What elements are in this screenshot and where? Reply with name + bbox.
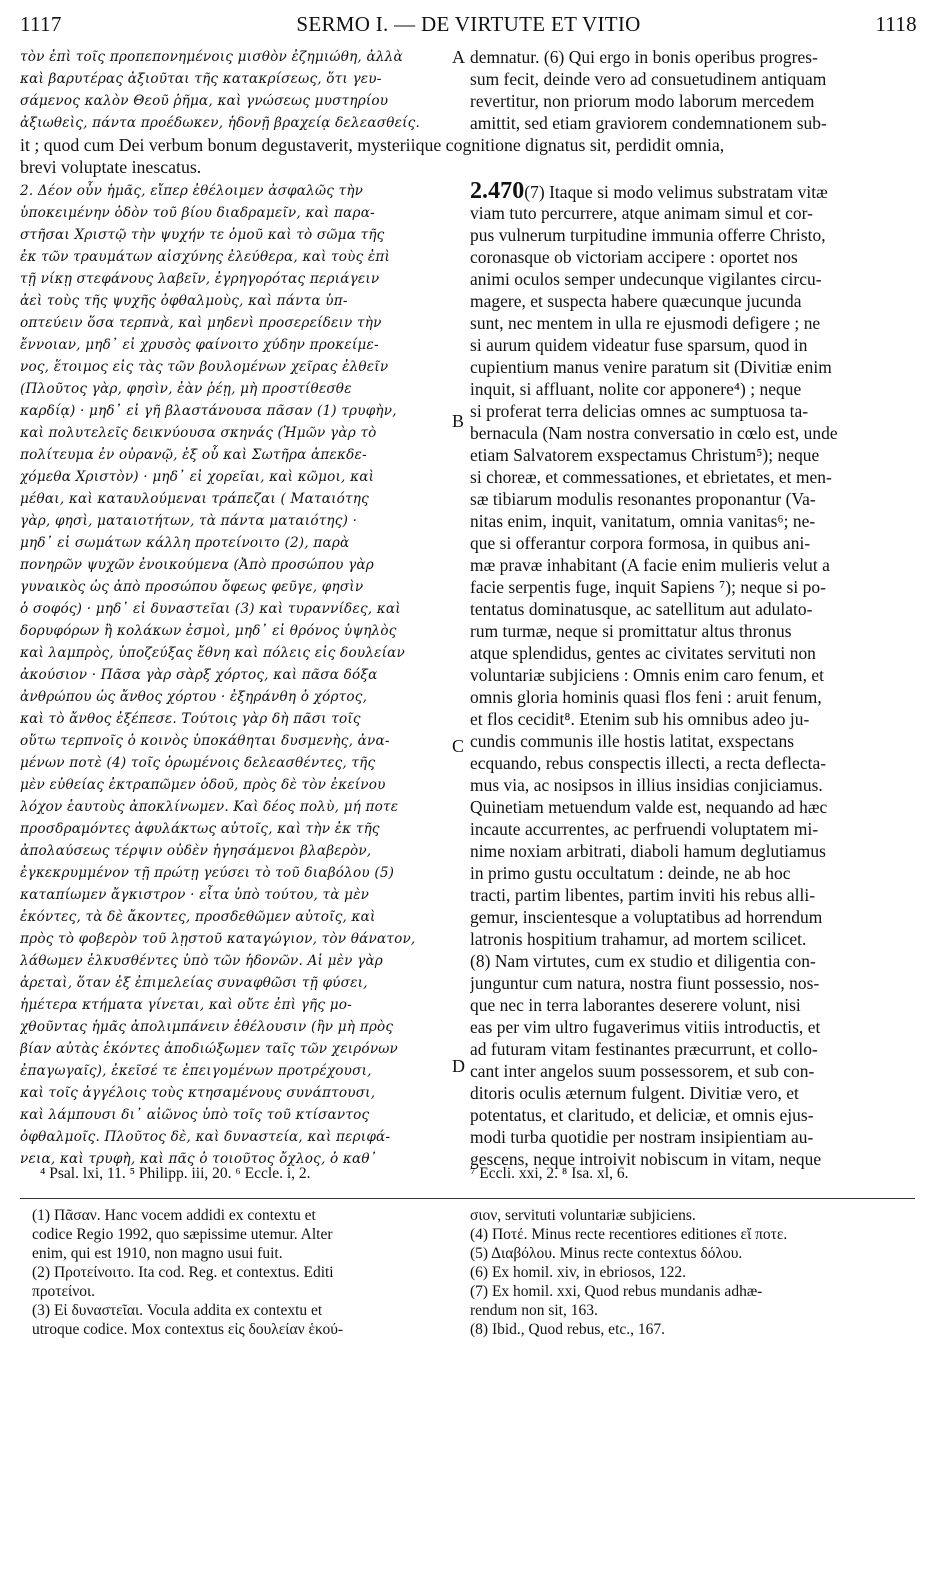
- latin-text-line: etiam Salvatorem exspectamus Christum⁵); neque: [470, 445, 820, 465]
- greek-text-line: δορυφόρων ἢ κολάκων ἐσμοὶ, μηδ᾽ εἰ θρόνος ὑψηλὸς: [20, 623, 397, 639]
- greek-text-line: χθοῦντας ἡμᾶς ἀπολιμπάνειν ἐθέλουσιν (ἢν μὴ πρὸς: [20, 1019, 394, 1035]
- latin-text-line: mus via, ac nosipsos in illius insidias conjiciamus.: [470, 775, 823, 795]
- greek-text-line: μένων ποτὲ (4) τοῖς ὁρωμένοις δελεασθέντες, τῆς: [20, 755, 376, 771]
- latin-text-line: voluntariæ subjiciens : Omnis enim caro fenum, et: [470, 665, 825, 685]
- greek-text-line: στῆσαι Χριστῷ τὴν ψυχήν τε ὁμοῦ καὶ τὸ σῶμα τῆς: [20, 227, 385, 243]
- greek-text-line: νεια, καὶ τρυφὴ, καὶ πᾶς ὁ τοιοῦτος ὄχλος, ὁ καθ᾽: [20, 1151, 377, 1167]
- greek-text-line: ἀπολαύσεως τέρψιν οὐδὲν ἡγησάμενοι βλαβερὸν,: [20, 843, 372, 859]
- greek-text-line: μηδ᾽ εἰ σωμάτων κάλλη προτείνοιτο (2), παρὰ: [20, 535, 350, 551]
- greek-text-line: νος, ἕτοιμος εἰς τὰς τῶν βουλομένων χεῖρας ἐλθεῖν: [20, 359, 389, 375]
- greek-text-line: ὑποκειμένην ὁδὸν τοῦ βίου διαδραμεῖν, καὶ παρα-: [20, 205, 375, 221]
- greek-text-line: γυναικὸς ὡς ἀπὸ προσώπου ὄφεως φεῦγε, φησὶν: [20, 579, 364, 595]
- greek-text-line: (Πλοῦτος γὰρ, φησὶν, ἐὰν ῥέῃ, μὴ προστίθεσθε: [20, 381, 352, 397]
- greek-text-line: χόμεθα Χριστὸν) · μηδ᾽ εἰ χορεῖαι, καὶ κῶμοι, καὶ: [20, 469, 375, 485]
- greek-text-line: λόχον ἑαυτοὺς ἀποκλίνωμεν. Καὶ δέος πολὺ, μή ποτε: [20, 799, 399, 815]
- latin-text-line: in primo gustu occultatum : deinde, ne ab hoc: [470, 863, 791, 883]
- section2-latin-column: [470, 180, 915, 1170]
- greek-text-line: ὀφθαλμοῖς. Πλοῦτος δὲ, καὶ δυναστεία, καὶ περιφά-: [20, 1129, 391, 1145]
- greek-text-line: ἀρεταὶ, ὅταν ἐξ ἐπιμελείας συναφθῶσι τῇ φύσει,: [20, 975, 368, 991]
- greek-text-line: οὕτω τερπνοῖς ὁ κοινὸς ὑποκάθηται δυσμενὴς, ἀνα-: [20, 733, 390, 749]
- greek-text-line: ἀνθρώπου ὡς ἄνθος χόρτου · ἐξηράνθη ὁ χόρτος,: [20, 689, 368, 705]
- latin-text-line: sum fecit, deinde vero ad consuetudinem antiquam: [470, 69, 827, 89]
- latin-text-line: tentatus dominatusque, ac satellitum aut adulato-: [470, 599, 813, 619]
- latin-text-line: si proferat terra delicias omnes ac sumptuosa ta-: [470, 401, 809, 421]
- latin-text-line: eas per vim ultro fugaverimus vitiis introductis, et: [470, 1017, 821, 1037]
- latin-text-line: modi turba quotidie per nostram insipientiam au-: [470, 1127, 814, 1147]
- editor-note-line: προτείνοι.: [32, 1283, 96, 1300]
- latin-text-line: sæ tibiarum modulis resonantes proponantur (Va-: [470, 489, 816, 509]
- editor-note-line: enim, qui est 1910, non magno usui fuit.: [32, 1245, 283, 1262]
- greek-text-line: καὶ βαρυτέρας ἀξιοῦται τῆς κατακρίσεως, ὅτι γευ-: [20, 71, 382, 87]
- greek-text-line: καὶ τὸ ἄνθος ἐξέπεσε. Τούτοις γὰρ δὴ πᾶσι τοῖς: [20, 711, 361, 727]
- editor-note-line: rendum non sit, 163.: [470, 1302, 598, 1319]
- notes-right-column: [470, 1206, 915, 1339]
- editor-note-line: (8) Ibid., Quod rebus, etc., 167.: [470, 1321, 665, 1338]
- latin-text-line: sunt, nec mentem in ulla re ejusmodi defigere ; ne: [470, 313, 821, 333]
- scripture-refs-right: ⁷ Eccli. xxi, 2. ⁸ Isa. xl, 6.: [470, 1165, 629, 1182]
- greek-text-line: ἀξιωθεὶς, πάντα προέδωκεν, ἡδονῇ βραχείᾳ δελεασθείς.: [20, 115, 420, 131]
- greek-text-line: ἑκόντες, τὰ δὲ ἄκοντες, προσδεθῶμεν αὐτοῖς, καὶ: [20, 909, 376, 925]
- scripture-refs-left: ⁴ Psal. lxi, 11. ⁵ Philipp. iii, 20. ⁶ Eccle. i, 2.: [40, 1165, 311, 1182]
- greek-text-line: πονηρῶν ψυχῶν ἐνοικούμενα (Ἀπὸ προσώπου γὰρ: [20, 557, 374, 573]
- greek-text-line: γὰρ, φησὶ, ματαιοτήτων, τὰ πάντα ματαιότης) ·: [20, 513, 358, 529]
- latin-text-line: incaute accurrentes, ac perfruendi voluptatem mi-: [470, 819, 819, 839]
- greek-text-line: καὶ τοῖς ἀγγέλοις τοὺς κτησαμένους συνάπτουσι,: [20, 1085, 376, 1101]
- greek-text-line: ἔννοιαν, μηδ᾽ εἰ χρυσὸς φαίνοιτο χύδην προκείμε-: [20, 337, 379, 353]
- greek-text-line: ὁ σοφός) · μηδ᾽ εἰ δυναστεῖαι (3) καὶ τυραννίδες, καὶ: [20, 601, 401, 617]
- latin-first-line: [470, 180, 915, 202]
- greek-text-line: πολίτευμα ἐν οὐρανῷ, ἐξ οὗ καὶ Σωτῆρα ἀπεκδε-: [20, 447, 367, 463]
- latin-text-line: nime noxiam arbitrati, diaboli hamum deglutiamus: [470, 841, 826, 861]
- greek-text-line: ἐπαγωγαῖς), ἐκεῖσέ τε ἐπειγομένων προτρέχουσι,: [20, 1063, 372, 1079]
- latin-text-line: coronasque ob victoriam accipere : oportet nos: [470, 247, 798, 267]
- editor-note-line: codice Regio 1992, quo sæpissime utemur. Alter: [32, 1226, 333, 1243]
- latin-text-line: pus vulnerum turpitudine immunia offerre Christo,: [470, 225, 826, 245]
- latin-text-line: que nec in terra laborantes deserere volunt, nisi: [470, 995, 801, 1015]
- editor-note-line: (4) Ποτέ. Minus recte recentiores editiones εἴ ποτε.: [470, 1226, 788, 1243]
- latin-text-line: ad futuram vitam festinantes præcurrunt, et collo-: [470, 1039, 818, 1059]
- greek-text-line: καὶ λάμπουσι δι᾽ αἰῶνος ὑπὸ τοῖς τοῦ κτίσαντος: [20, 1107, 370, 1123]
- latin-first-line-text: (7) Itaque si modo velimus substratam vitæ: [524, 182, 828, 202]
- margin-letter-c: C: [452, 736, 465, 756]
- greek-text-line: βίαν αὐτὰς ἑκόντες ἀποδιώξωμεν ταῖς τῶν χειρόνων: [20, 1041, 399, 1057]
- latin-text-line: si aurum quidem videatur fuse sparsum, quod in: [470, 335, 808, 355]
- greek-text-line: ἀκούσιον · Πᾶσα γὰρ σὰρξ χόρτος, καὶ πᾶσα δόξα: [20, 667, 378, 683]
- latin-text-line: gescens, neque introivit nobiscum in vitam, neque: [470, 1149, 822, 1169]
- greek-text-line: καὶ πολυτελεῖς δεικνύουσα σκηνάς (Ἡμῶν γὰρ τὸ: [20, 425, 377, 441]
- latin-text-line: potentatus, et claritudo, et deliciæ, et omnis ejus-: [470, 1105, 814, 1125]
- top-full-width-text: [20, 134, 920, 178]
- latin-text-line: revertitur, non priorum modo laborum mercedem: [470, 91, 815, 111]
- latin-text-line: si choreæ, et commessationes, et ebrietates, et men-: [470, 467, 832, 487]
- editor-note-line: (3) Εἰ δυναστεῖαι. Vocula addita ex contextu et: [32, 1302, 323, 1319]
- editor-note-line: utroque codice. Mox contextus εἰς δουλείαν ἑκού-: [32, 1321, 344, 1338]
- latin-text-line: nitas enim, inquit, vanitatum, omnia vanitas⁶; ne-: [470, 511, 816, 531]
- section-marker: 2.470: [470, 180, 525, 202]
- greek-text-line: τὸν ἐπὶ τοῖς προπεπονημένοις μισθὸν ἐζημιώθη, ἀλλὰ: [20, 49, 403, 65]
- greek-text-line: λάθωμεν ἑλκυσθέντες ὑπὸ τῶν ἡδονῶν. Αἱ μὲν γὰρ: [20, 953, 383, 969]
- latin-text-line: facie serpentis fuge, inquit Sapiens ⁷); neque si po-: [470, 577, 826, 597]
- greek-text-line: ἐγκεκρυμμένον τῇ πρώτῃ γεύσει τὸ τοῦ διαβόλου (5): [20, 865, 395, 881]
- latin-text-line: omnis gloria hominis quasi flos feni : aruit fenum,: [470, 687, 822, 707]
- editor-note-line: (5) Διαβόλου. Minus recte contextus δόλου.: [470, 1245, 743, 1262]
- latin-text-line: amittit, sed etiam graviorem condemnationem sub-: [470, 113, 827, 133]
- greek-text-line: σάμενος καλὸν Θεοῦ ῥῆμα, καὶ γνώσεως μυστηρίου: [20, 93, 389, 109]
- latin-text-line: et flos cecidit⁸. Etenim sub his omnibus adeo ju-: [470, 709, 810, 729]
- editor-note-line: (7) Ex homil. xxi, Quod rebus mundanis adhæ-: [470, 1283, 763, 1300]
- section2-greek-column: [20, 180, 450, 1170]
- full-width-text-line: brevi voluptate inescatus.: [20, 157, 202, 177]
- latin-text-line: animi oculos semper undecunque vigilantes circu-: [470, 269, 822, 289]
- latin-text-line: bernacula (Nam nostra conversatio in cœlo est, unde: [470, 423, 838, 443]
- notes-divider: [20, 1198, 915, 1199]
- latin-text-line: tracti, partim libentes, partim inviti his rebus alli-: [470, 885, 816, 905]
- latin-text-line: junguntur cum natura, nostra fiunt possessio, nos-: [470, 973, 820, 993]
- editor-note-line: (6) Ex homil. xiv, in ebriosos, 122.: [470, 1264, 686, 1281]
- margin-letter-b: B: [452, 411, 465, 431]
- latin-text-line: cant inter angelos suum possessorem, et sub con-: [470, 1061, 815, 1081]
- latin-text-line: ditoris oculis æternum fulgent. Divitiæ vero, et: [470, 1083, 799, 1103]
- greek-text-line: καὶ λαμπρὸς, ὑποζεύξας ἔθνη καὶ πόλεις εἰς δουλείαν: [20, 645, 405, 661]
- latin-text-line: cundis communis ille hostis latitat, exspectans: [470, 731, 795, 751]
- greek-text-line: προσδραμόντες ἀφυλάκτως αὐτοῖς, καὶ τὴν ἐκ τῆς: [20, 821, 380, 837]
- greek-text-line: 2. Δέον οὖν ἡμᾶς, εἴπερ ἐθέλοιμεν ἀσφαλῶς τὴν: [20, 183, 364, 199]
- greek-text-line: πρὸς τὸ φοβερὸν τοῦ λῃστοῦ καταγώγιον, τὸν θάνατον,: [20, 931, 416, 947]
- page-header: [20, 12, 917, 38]
- greek-text-line: τῇ νίκῃ στεφάνους λαβεῖν, ἐγρηγορότας περιάγειν: [20, 271, 380, 287]
- top-latin-column: [470, 46, 915, 134]
- top-greek-column: [20, 46, 450, 134]
- latin-text-line: (8) Nam virtutes, cum ex studio et diligentia con-: [470, 951, 816, 971]
- left-column-number: 1117: [20, 12, 62, 36]
- latin-text-line: inquit, si affluant, nolite cor apponere⁴) ; neque: [470, 379, 802, 399]
- latin-text-line: rum turmæ, neque si promittatur altus thronus: [470, 621, 792, 641]
- editor-note-line: σιον, servituti voluntariæ subjiciens.: [470, 1207, 696, 1224]
- notes-left-column: [32, 1206, 452, 1339]
- editor-note-line: (1) Πᾶσαν. Hanc vocem addidi ex contextu et: [32, 1207, 316, 1224]
- latin-text-line: latronis hospitium trahamur, ad mortem scilicet.: [470, 929, 807, 949]
- margin-letter-d: D: [452, 1056, 465, 1076]
- latin-text-line: ecquando, rebus conspectis illecti, a recta deflecta-: [470, 753, 827, 773]
- latin-text-line: cupientium manus venire paratum sit (Divitiæ enim: [470, 357, 832, 377]
- latin-text-line: viam tuto percurrere, atque animam simul et cor-: [470, 203, 813, 223]
- latin-text-line: atque splendidus, gentes ac civitates servituti non: [470, 643, 816, 663]
- right-column-number: 1118: [875, 12, 917, 36]
- greek-text-line: καταπίωμεν ἄγκιστρον · εἶτα ὑπὸ τούτου, τὰ μὲν: [20, 887, 370, 903]
- margin-letter-a: A: [452, 47, 465, 67]
- greek-text-line: μέθαι, καὶ καταυλούμεναι τράπεζαι ( Ματαιότης: [20, 491, 369, 507]
- latin-text-line: magere, et suspecta habere quæcunque jucunda: [470, 291, 802, 311]
- greek-text-line: ἀεὶ τοὺς τῆς ψυχῆς ὀφθαλμοὺς, καὶ πάντα ὑπ-: [20, 293, 348, 309]
- latin-text-line: Quinetiam metuendum valde est, nequando ad hæc: [470, 797, 828, 817]
- full-width-text-line: it ; quod cum Dei verbum bonum degustaverit, mysteriique cognitione dignatus sit, perdidit omnia,: [20, 135, 725, 155]
- greek-text-line: καρδίᾳ) · μηδ᾽ εἰ γῆ βλαστάνουσα πᾶσαν (1) τρυφὴν,: [20, 403, 397, 419]
- latin-text-line: que si offerantur corpora formosa, in quibus ani-: [470, 533, 811, 553]
- latin-text-line: mæ pravæ inhabitant (A facie enim mulieris velut a: [470, 555, 830, 575]
- greek-text-line: ἐκ τῶν τραυμάτων αἰσχύνης ἐλεύθερα, καὶ τοὺς ἐπὶ: [20, 249, 391, 265]
- greek-text-line: ἡμέτερα κτήματα γίνεται, καὶ οὔτε ἐπὶ γῆς μο-: [20, 997, 352, 1013]
- editor-note-line: (2) Προτείνοιτο. Ita cod. Reg. et contextus. Editi: [32, 1264, 334, 1281]
- latin-text-line: demnatur. (6) Qui ergo in bonis operibus progres-: [470, 47, 818, 67]
- latin-text-line: gemur, inscientesque a voluptatibus ad horrendum: [470, 907, 823, 927]
- greek-text-line: οπτεύειν ὅσα τερπνὰ, καὶ μηδενὶ προσερείδειν τὴν: [20, 315, 382, 331]
- greek-text-line: μὲν εὐθείας ἐκτραπῶμεν ὁδοῦ, πρὸς δὲ τὸν ἐκείνου: [20, 777, 386, 793]
- running-title: SERMO I. — DE VIRTUTE ET VITIO: [296, 12, 641, 36]
